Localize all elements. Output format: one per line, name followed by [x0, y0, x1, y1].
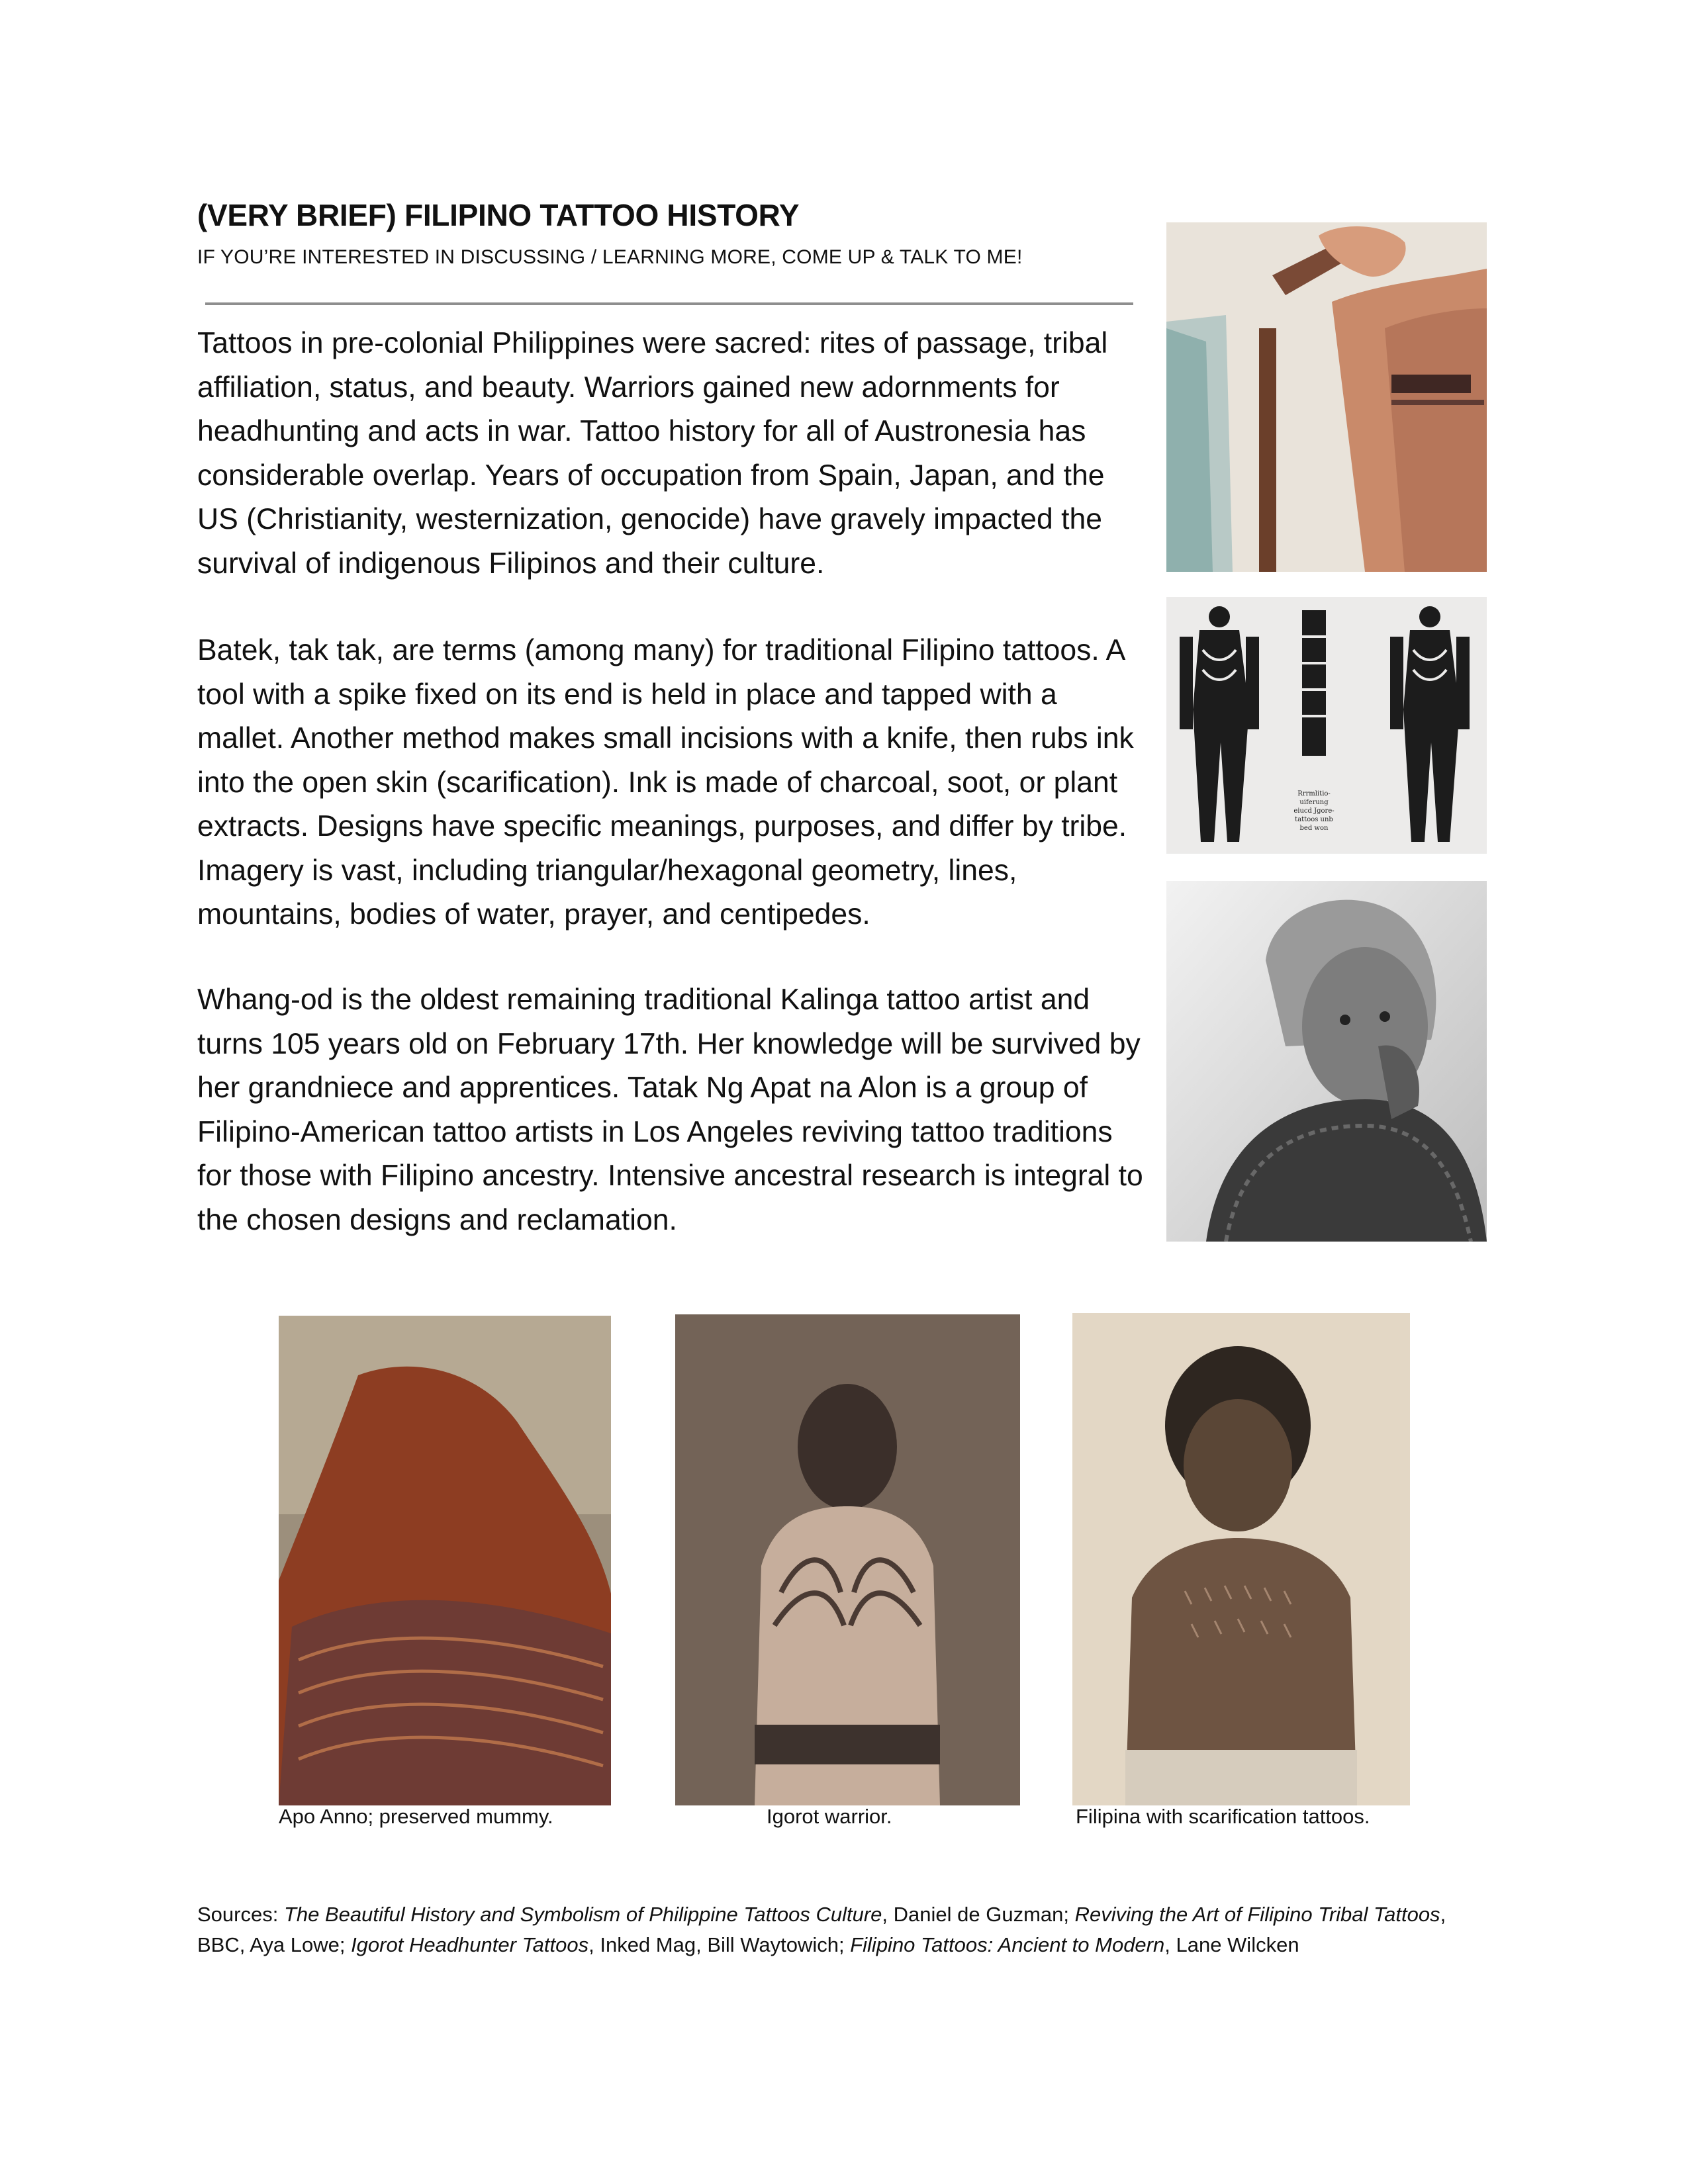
diagram-label-line-5: bed won: [1299, 825, 1329, 832]
caption-warrior: Igorot warrior.: [767, 1805, 892, 1828]
diagram-label-line-3: eiucd Jgore-: [1293, 807, 1335, 815]
sources-prefix: Sources:: [197, 1903, 284, 1926]
source-title-4: Filipino Tattoos: Ancient to Modern: [850, 1933, 1165, 1956]
photo-igorot-warrior: [675, 1314, 1020, 1805]
photo-apo-anno-mummy: [279, 1316, 611, 1805]
source-title-1: The Beautiful History and Symbolism of Philippine Tattoos Culture: [283, 1903, 882, 1926]
diagram-tattoo-body-patterns: [1166, 597, 1487, 854]
paragraph-whang-od: Whang-od is the oldest remaining traditional Kalinga tattoo artist and turns 105 years old on February 17th. Her knowledge will be survived by her grandniece and apprentices. Tatak Ng Apat na Alon is a group of Filipino-American tattoo artists in Los Angeles reviving tattoo traditions for those with Filipino ancestry. Intensive ancestral research is integral to the chosen designs and reclamation.: [197, 983, 1143, 1236]
source-title-3: Igorot Headhunter Tattoos: [351, 1933, 589, 1956]
source-detail-4: , Lane Wilcken: [1164, 1933, 1299, 1956]
divider: [205, 302, 1133, 305]
diagram-label-line-2: uiferung: [1299, 799, 1329, 806]
paragraph-history: Tattoos in pre-colonial Philippines were sacred: rites of passage, tribal affiliation, status, and beauty. Warriors gained new adornments for headhunting and acts in war. Tattoo history for all of Austronesia has considerable overlap. Years of occupation from Spain, Japan, and the US (Christianity, westernization, genocide) have gravely impacted the survival of indigenous Filipinos and their culture.: [197, 327, 1108, 580]
source-detail-3: , Inked Mag, Bill Waytowich;: [588, 1933, 851, 1956]
caption-filipina: Filipina with scarification tattoos.: [1076, 1805, 1370, 1828]
page-subtitle: IF YOU’RE INTERESTED IN DISCUSSING / LEARNING MORE, COME UP & TALK TO ME!: [197, 246, 1023, 268]
caption-mummy: Apo Anno; preserved mummy.: [279, 1805, 553, 1828]
sources: [197, 1899, 1495, 1960]
source-detail-1: , Daniel de Guzman;: [882, 1903, 1075, 1926]
photo-whang-od-portrait: [1166, 881, 1487, 1242]
diagram-label-line-1: Rrrmlitio-: [1297, 790, 1331, 797]
diagram-label-line-4: tattoos unb: [1295, 816, 1333, 823]
page-title: (VERY BRIEF) FILIPINO TATTOO HISTORY: [197, 198, 800, 232]
source-detail-2: , BBC, Aya Lowe;: [197, 1903, 1446, 1956]
source-title-2: Reviving the Art of Filipino Tribal Tattoos: [1074, 1903, 1440, 1926]
paragraph-methods: Batek, tak tak, are terms (among many) for traditional Filipino tattoos. A tool with a spike fixed on its end is held in place and tapped with a mallet. Another method makes small incisions with a knife, then rubs ink into the open skin (scarification). Ink is made of charcoal, soot, or plant extracts. Designs have specific meanings, purposes, and differ by tribe. Imagery is vast, including triangular/hexagonal geometry, lines, mountains, bodies of water, prayer, and centipedes.: [197, 634, 1134, 931]
photo-filipina-scarification: [1072, 1313, 1410, 1805]
photo-tattooing-tool: [1166, 222, 1487, 572]
